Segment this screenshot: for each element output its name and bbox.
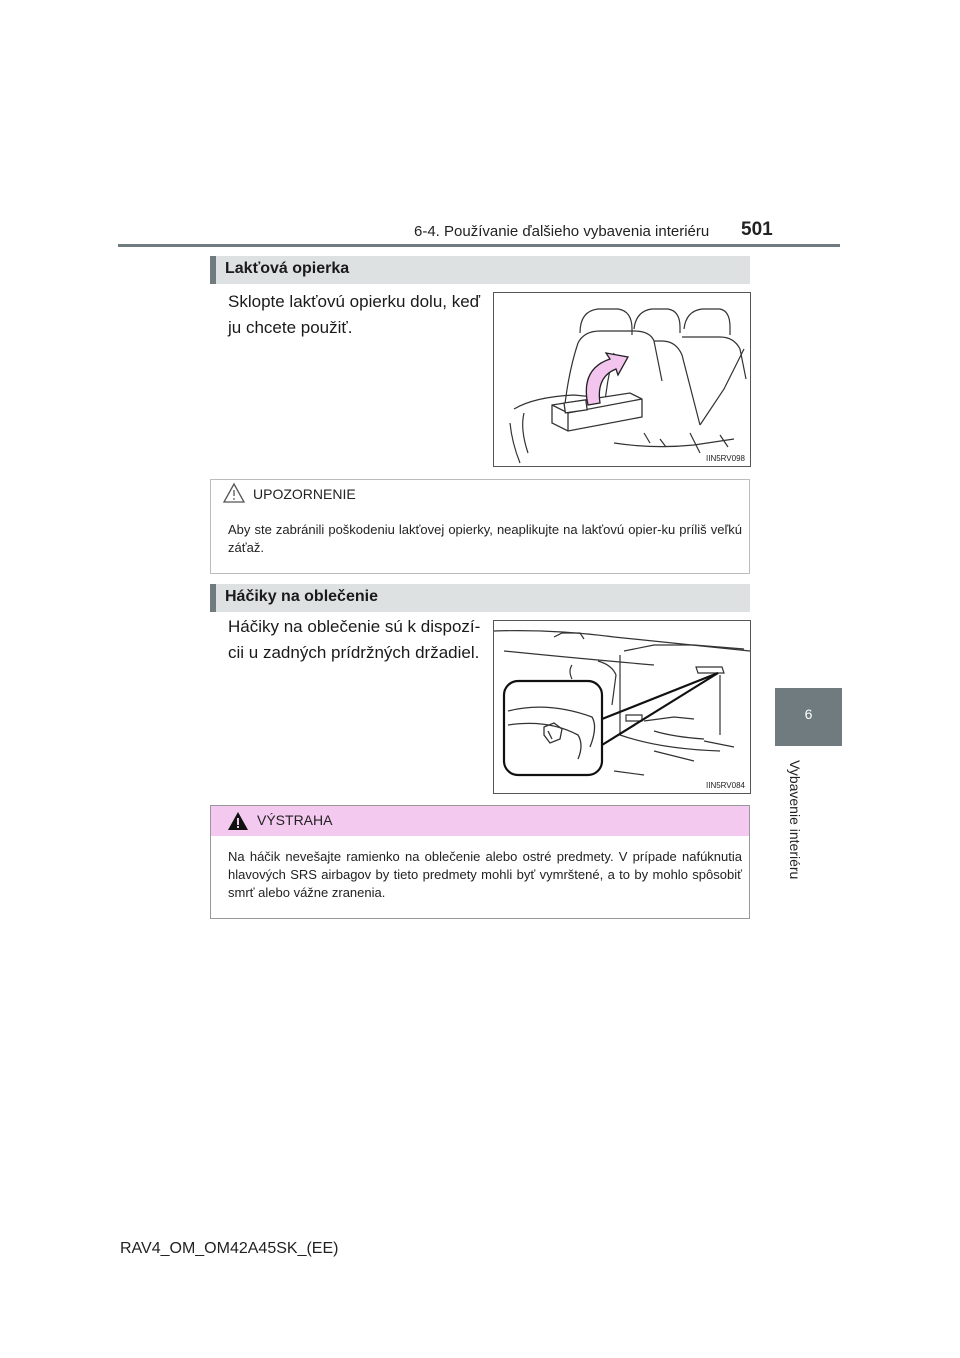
- running-header-section: 6-4. Používanie ďalšieho vybavenia interiéru: [414, 223, 710, 240]
- armrest-instruction: Sklopte lakťovú opierku dolu, keď ju chcete použiť.: [228, 292, 481, 337]
- armrest-drawing: [494, 293, 750, 466]
- warning-title: VÝSTRAHA: [257, 812, 333, 828]
- page-number: 501: [741, 219, 773, 240]
- figure-code: IIN5RV084: [706, 781, 745, 790]
- hooks-drawing: [494, 621, 750, 793]
- section-accent: [210, 256, 216, 284]
- section-title: Lakťová opierka: [225, 260, 350, 277]
- caution-title: UPOZORNENIE: [253, 486, 356, 502]
- warning-triangle-filled-icon: [226, 810, 250, 832]
- caution-text: Aby ste zabránili poškodeniu lakťovej opierky, neaplikujte na lakťovú opier-ku príliš veľkú záťaž.: [228, 522, 742, 555]
- caution-triangle-outline-icon: [222, 482, 246, 504]
- warning-text: Na háčik nevešajte ramienko na oblečenie alebo ostré predmety. V prípade nafúknutia hlavových SRS airbagov by tieto predmety mohli byť vymrštené, a to by mohlo spôsobiť smrť alebo vážne zranenia.: [228, 849, 742, 900]
- header-rule: [118, 244, 840, 247]
- section-heading-armrest: [210, 256, 750, 284]
- figure-code: IIN5RV098: [706, 454, 745, 463]
- section-accent: [210, 584, 216, 612]
- chapter-tab-label: Vybavenie interiéru: [787, 760, 803, 880]
- hooks-description: Háčiky na oblečenie sú k dispozí-cii u zadných prídržných držadiel.: [228, 617, 481, 662]
- chapter-tab-number: 6: [804, 706, 813, 722]
- document-code-footer: RAV4_OM_OM42A45SK_(EE): [120, 1240, 339, 1257]
- section-heading-hooks: [210, 584, 750, 612]
- hooks-illustration: [493, 620, 751, 794]
- armrest-illustration: [493, 292, 751, 467]
- section-title: Háčiky na oblečenie: [225, 588, 378, 605]
